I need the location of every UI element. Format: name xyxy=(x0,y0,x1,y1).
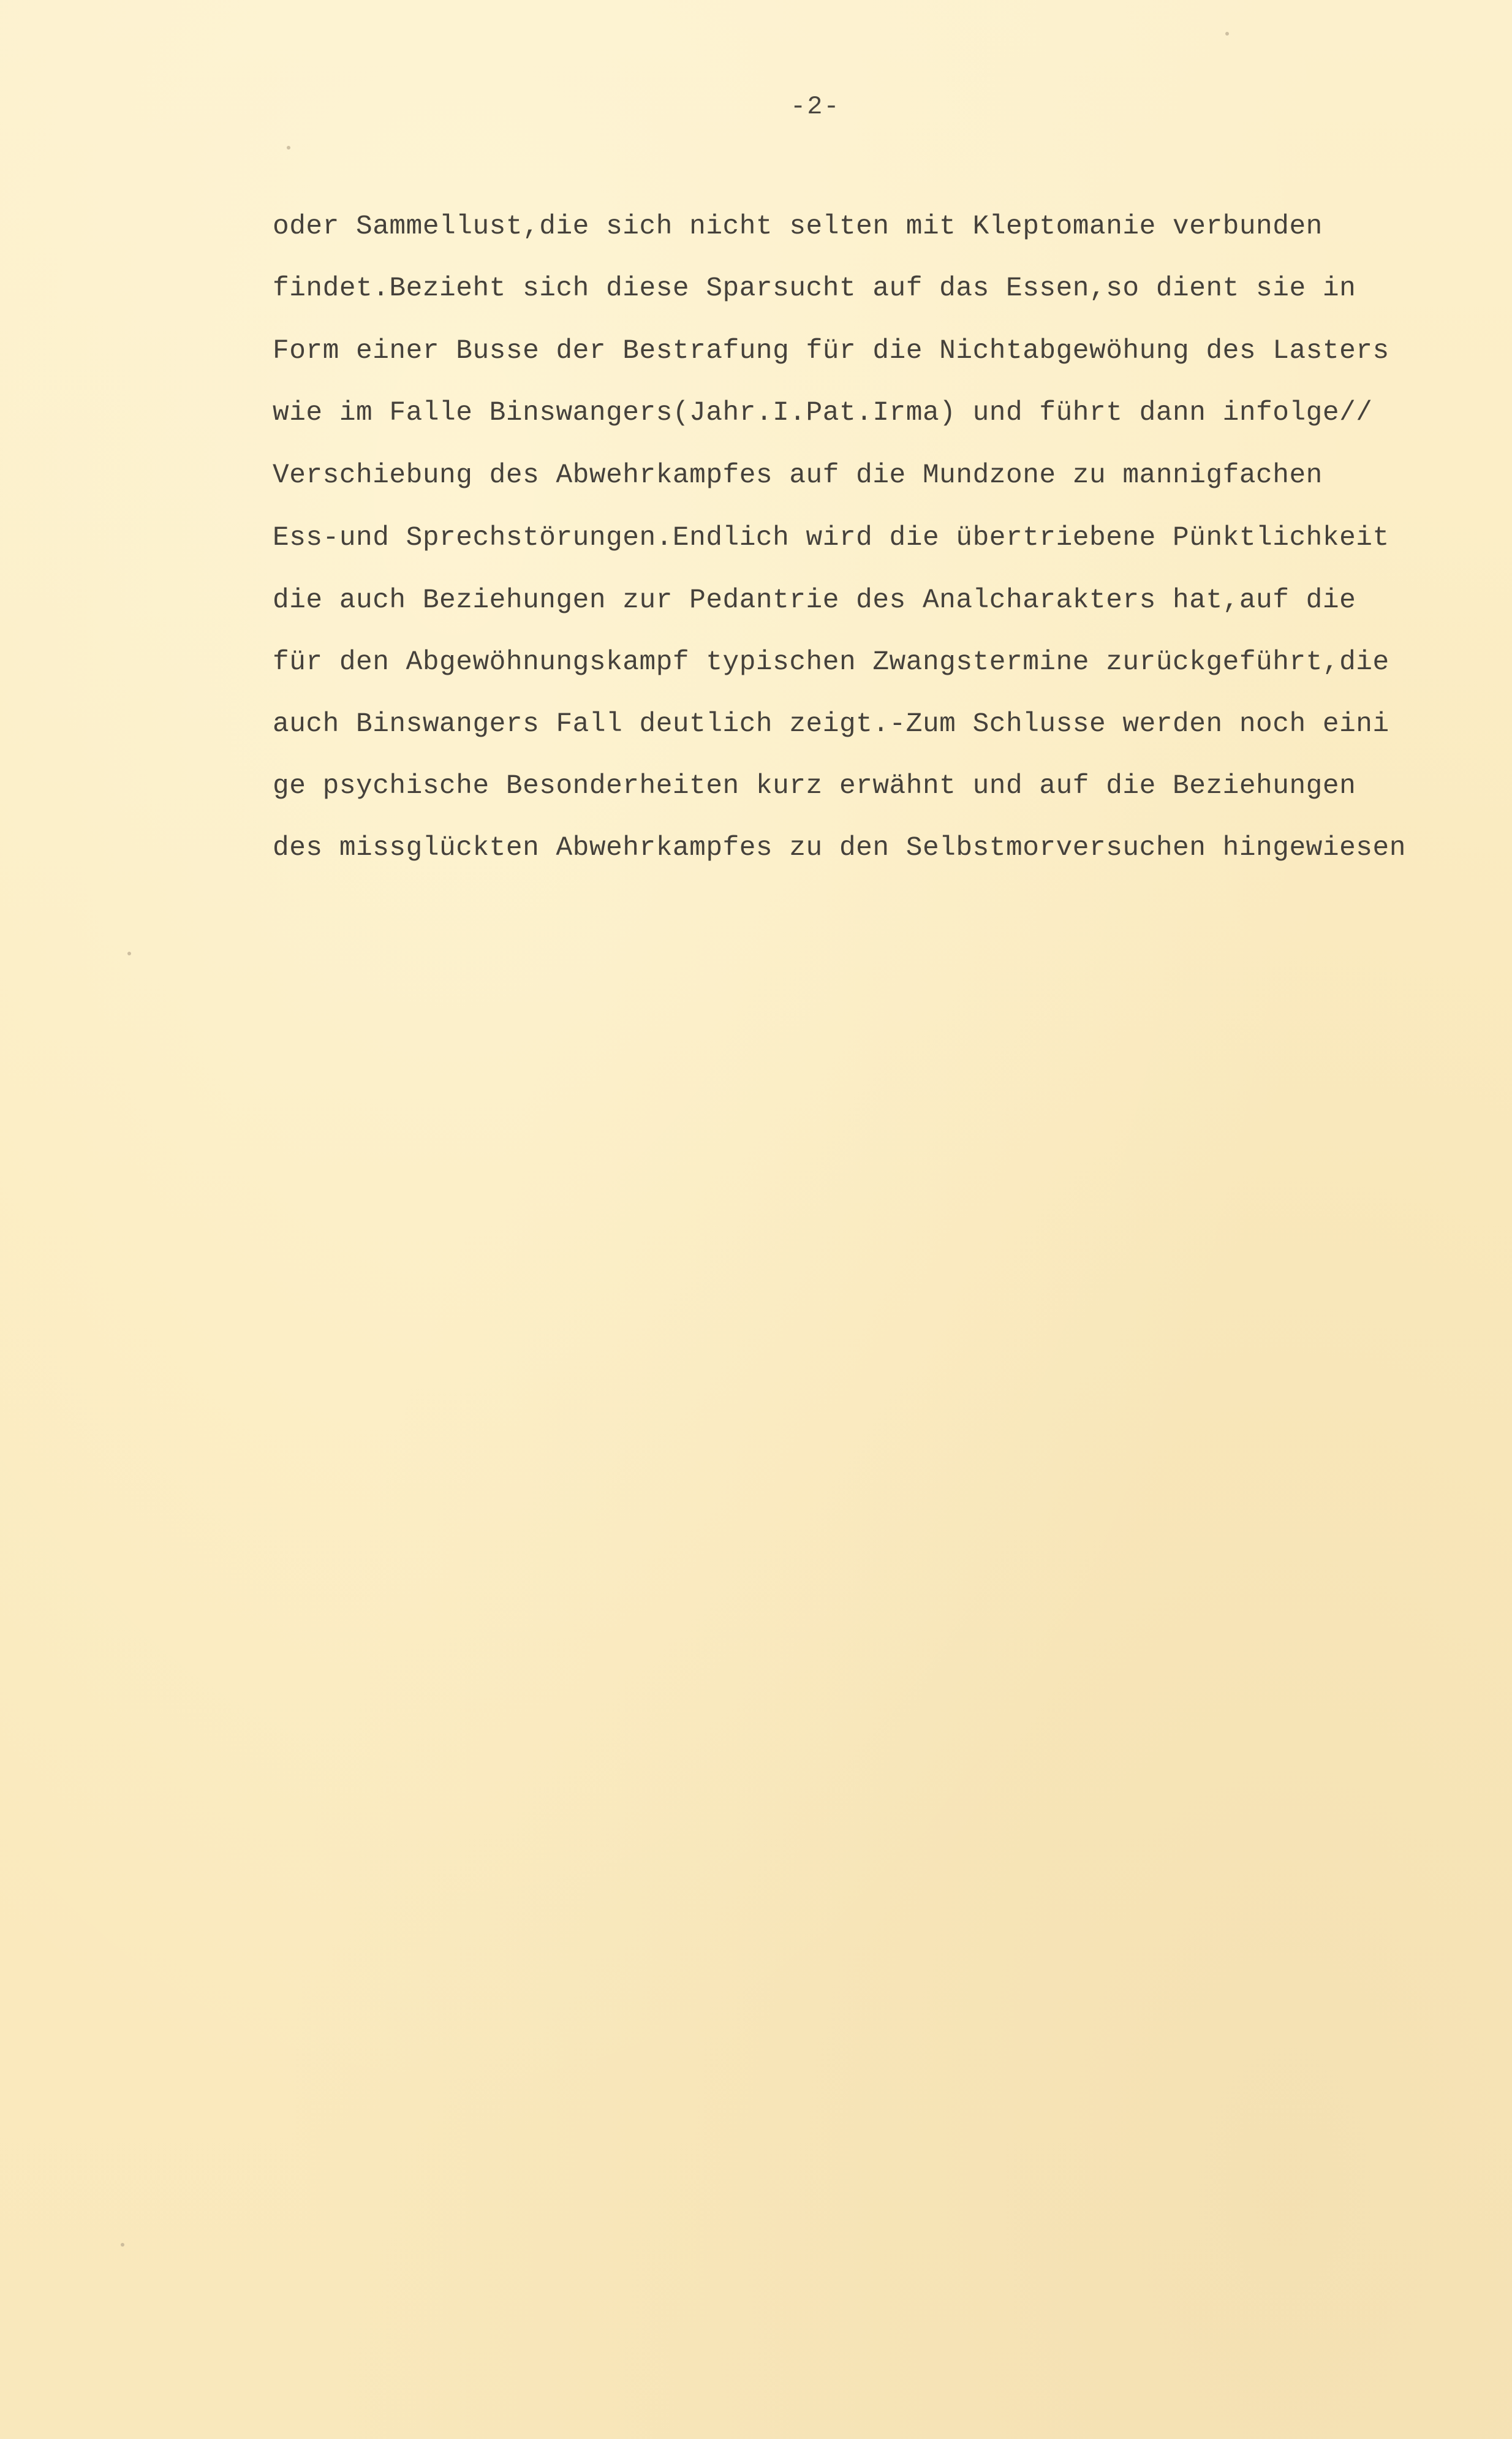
text-line-4: wie im Falle Binswangers(Jahr.I.Pat.Irma) und führt dann infolge// xyxy=(273,398,1373,428)
text-line-3: Form einer Busse der Bestrafung für die Nichtabgewöhung des Lasters xyxy=(273,336,1389,366)
paper-speck xyxy=(121,2243,124,2247)
paper-speck xyxy=(127,952,131,955)
text-line-1: oder Sammellust,die sich nicht selten mit Kleptomanie verbunden xyxy=(273,211,1323,242)
text-line-8: für den Abgewöhnungskampf typischen Zwangstermine zurückgeführt,die xyxy=(273,647,1389,678)
text-line-6: Ess-und Sprechstörungen.Endlich wird die übertriebene Pünktlichkeit xyxy=(273,523,1389,553)
text-line-10: ge psychische Besonderheiten kurz erwähnt und auf die Beziehungen xyxy=(273,771,1356,802)
text-line-9: auch Binswangers Fall deutlich zeigt.-Zum Schlusse werden noch eini xyxy=(273,709,1389,740)
text-line-2: findet.Bezieht sich diese Sparsucht auf das Essen,so dient sie in xyxy=(273,273,1356,304)
page-number: -2- xyxy=(790,92,841,121)
paper-speck xyxy=(287,146,290,150)
text-line-5: Verschiebung des Abwehrkampfes auf die Mundzone zu mannigfachen xyxy=(273,460,1323,491)
text-line-7: die auch Beziehungen zur Pedantrie des Analcharakters hat,auf die xyxy=(273,585,1356,616)
paper-speck xyxy=(1225,32,1229,36)
text-line-11: des missglückten Abwehrkampfes zu den Selbstmorversuchen hingewiesen xyxy=(273,833,1406,863)
